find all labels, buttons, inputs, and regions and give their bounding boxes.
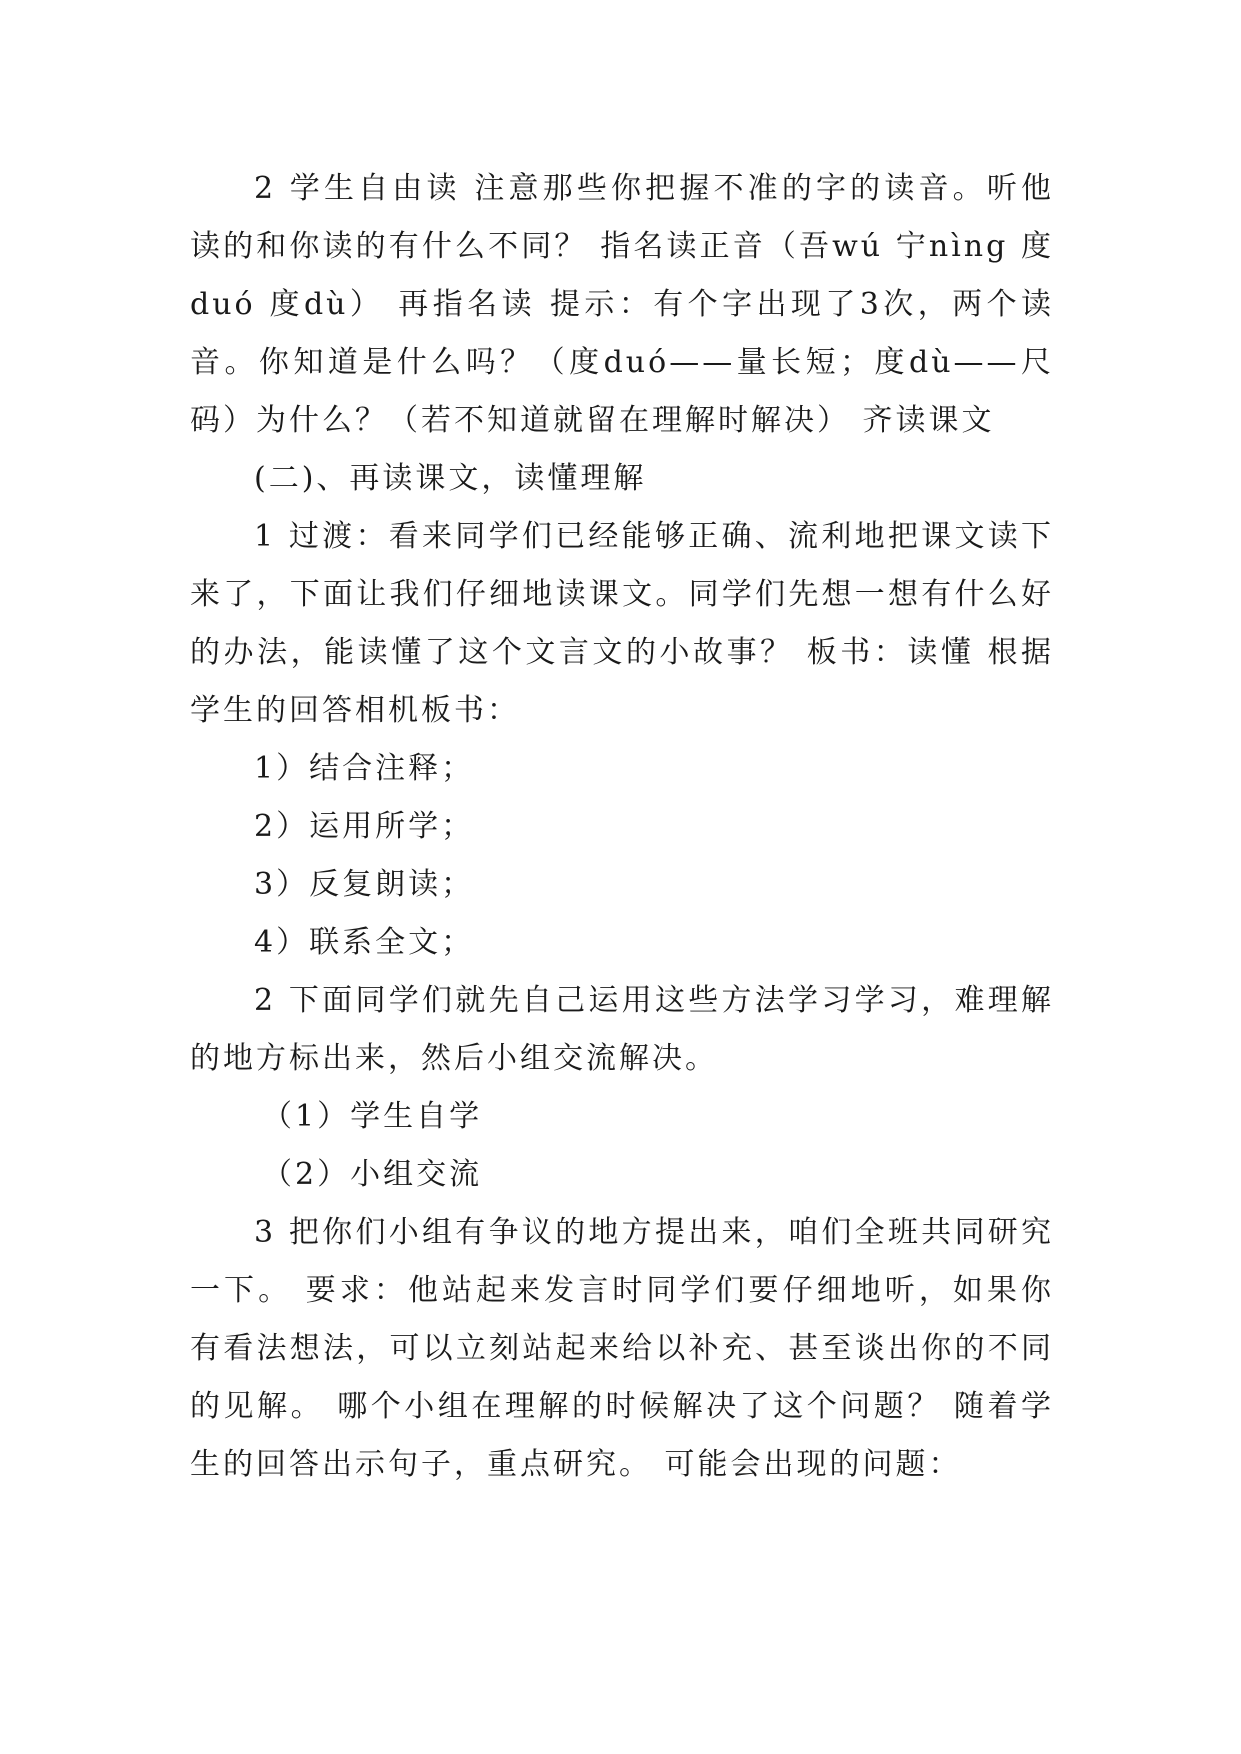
list-item-method-4: 4）联系全文；: [254, 925, 475, 960]
section-heading-reread: (二)、再读课文，读懂理解: [254, 461, 647, 496]
paragraph-transition: 1 过渡：看来同学们已经能够正确、流利地把课文读下来了，下面让我们仔细地读课文。同学们先想一想有什么好的办法，能读懂了这个文言文的小故事？ 板书：读懂 根据学生的回答相机板书：: [190, 519, 1054, 728]
paragraph-free-reading: 2 学生自由读 注意那些你把握不准的字的读音。听他读的和你读的有什么不同？ 指名读正音（吾wú 宁nìng 度duó 度dù） 再指名读 提示：有个字出现了3次，两个读音。你知道是什么吗？（度duó——量长短；度dù——尺码）为什么？（若不知道就留在理解时解决） 齐读课文: [190, 171, 1054, 438]
list-item-method-2: 2）运用所学；: [254, 809, 475, 844]
sub-item-self-learning: （1）学生自学: [262, 1099, 483, 1134]
document-body: [190, 160, 1054, 1494]
list-item-method-3: 3）反复朗读；: [254, 867, 475, 902]
paragraph-self-study: 2 下面同学们就先自己运用这些方法学习学习，难理解的地方标出来，然后小组交流解决。: [190, 983, 1054, 1076]
list-item-method-1: 1）结合注释；: [254, 751, 475, 786]
paragraph-class-discussion: 3 把你们小组有争议的地方提出来，咱们全班共同研究一下。 要求：他站起来发言时同学们要仔细地听，如果你有看法想法，可以立刻站起来给以补充、甚至谈出你的不同的见解。 哪个小组在理解的时候解决了这个问题？ 随着学生的回答出示句子，重点研究。 可能会出现的问题：: [190, 1215, 1054, 1482]
sub-item-group-discussion: （2）小组交流: [262, 1157, 483, 1192]
